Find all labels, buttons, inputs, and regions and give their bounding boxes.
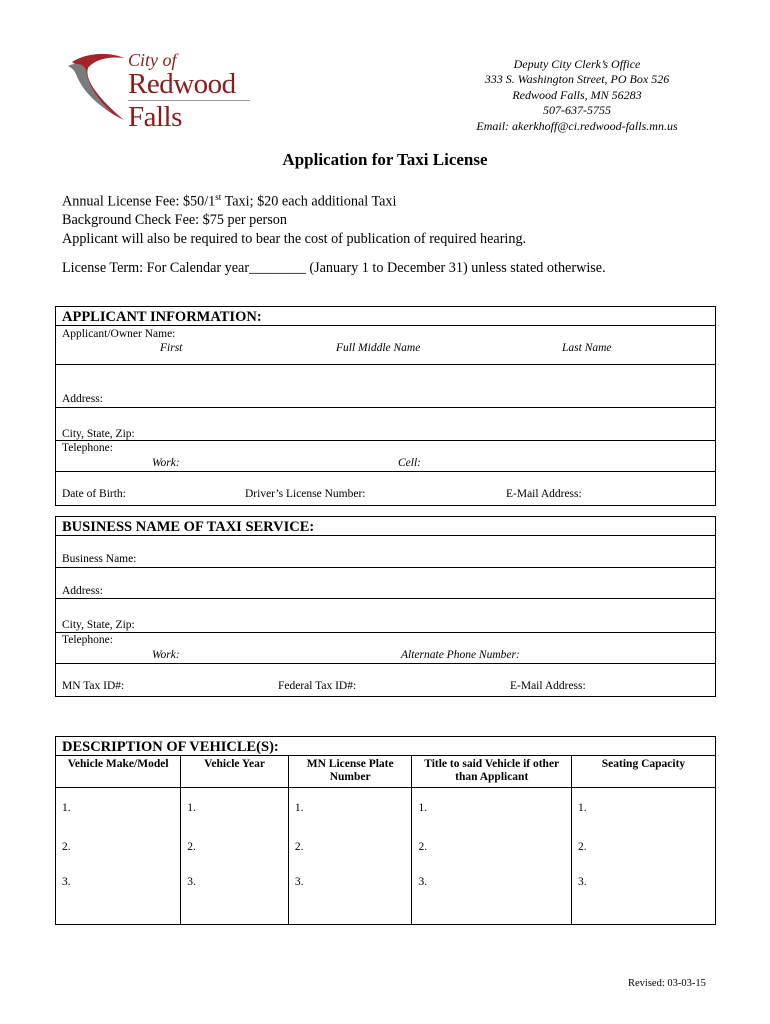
mn-tax-id-label: MN Tax ID#: [62,680,125,692]
business-email-label: E-Mail Address: [510,680,586,692]
table-cell[interactable]: 2. [412,827,571,866]
work-sublabel: Work: [152,457,180,469]
tax-id-row[interactable] [56,664,715,696]
background-fee-line: Background Check Fee: $75 per person [62,212,287,229]
table-cell[interactable]: 1. [288,788,412,828]
table-cell[interactable]: 3. [412,866,571,924]
table-cell[interactable]: 1. [412,788,571,828]
office-address [452,57,702,134]
federal-tax-id-label: Federal Tax ID#: [278,680,357,692]
logo-city-text: City of [128,50,177,70]
page-title: Application for Taxi License [282,150,488,169]
calendar-year-blank[interactable]: ________ [249,260,306,276]
annual-fee-text: Annual License Fee: $50/1 [62,193,216,210]
last-name-sublabel: Last Name [562,342,612,354]
business-telephone-label: Telephone: [62,634,113,646]
city-row[interactable] [56,408,715,441]
table-row [56,866,715,924]
business-section [55,516,716,697]
superscript: st [215,192,222,202]
column-header: MN License Plate Number [288,756,412,788]
office-email: Email: akerkhoff@ci.redwood-falls.mn.us [476,118,678,133]
table-cell[interactable]: 3. [56,866,181,924]
table-cell[interactable]: 2. [181,827,289,866]
table-row [56,788,715,828]
telephone-label: Telephone: [62,442,113,454]
business-city-label: City, State, Zip: [62,619,135,631]
cell-sublabel: Cell: [398,457,421,469]
owner-name-label: Applicant/Owner Name: [62,328,176,340]
table-cell[interactable]: 1. [56,788,181,828]
business-name-label: Business Name: [62,553,137,565]
logo-rule [128,100,250,101]
address-label: Address: [62,393,103,405]
business-city-row[interactable] [56,599,715,633]
office-line: Deputy City Clerk’s Office [513,57,641,71]
license-term [62,260,606,277]
office-line: Redwood Falls, MN 56283 [512,87,642,102]
table-cell[interactable]: 1. [571,788,715,828]
table-cell[interactable]: 2. [571,827,715,866]
table-header-row [56,756,715,788]
annual-fee-rest: Taxi; $20 each additional Taxi [221,193,397,210]
table-row [56,827,715,866]
term-label: License Term: For Calendar year [62,260,250,276]
business-address-row[interactable] [56,568,715,599]
logo-name-text: Redwood Falls [128,68,236,133]
section-heading: BUSINESS NAME OF TAXI SERVICE: [56,517,715,536]
vehicle-section [55,736,716,925]
city-logo [64,50,264,133]
column-header: Vehicle Make/Model [56,756,181,788]
alt-phone-sublabel: Alternate Phone Number: [401,649,520,661]
column-header: Title to said Vehicle if other than Applicant [412,756,571,788]
business-name-row[interactable] [56,536,715,568]
city-state-zip-label: City, State, Zip: [62,428,135,440]
dob-label: Date of Birth: [62,488,126,500]
drivers-license-label: Driver’s License Number: [245,488,366,500]
publication-line: Applicant will also be required to bear the cost of publication of required hearing. [62,230,527,247]
section-heading: APPLICANT INFORMATION: [56,307,715,326]
table-cell[interactable]: 2. [288,827,412,866]
first-name-sublabel: First [160,342,183,354]
vehicle-table [56,756,715,924]
dob-row[interactable] [56,472,715,505]
table-cell[interactable]: 3. [571,866,715,924]
revision-date: Revised: 03-03-15 [628,978,706,989]
section-heading: DESCRIPTION OF VEHICLE(S): [56,737,715,756]
middle-name-sublabel: Full Middle Name [336,342,421,354]
column-header: Vehicle Year [181,756,289,788]
logo-swoosh-icon [64,50,128,126]
table-cell[interactable]: 1. [181,788,289,828]
table-cell[interactable]: 2. [56,827,181,866]
business-address-label: Address: [62,585,103,597]
annual-fee-line [62,188,526,211]
fee-info [62,188,526,248]
office-line: 333 S. Washington Street, PO Box 526 [484,72,670,87]
column-header: Seating Capacity [571,756,715,788]
office-line: 507-637-5755 [543,103,611,118]
owner-name-row[interactable] [56,326,715,365]
term-note: (January 1 to December 31) unless stated otherwise. [305,260,606,276]
table-cell[interactable]: 3. [181,866,289,924]
table-cell[interactable]: 3. [288,866,412,924]
telephone-row[interactable] [56,441,715,472]
work-sublabel: Work: [152,649,180,661]
email-label: E-Mail Address: [506,488,582,500]
applicant-section [55,306,716,506]
business-telephone-row[interactable] [56,633,715,664]
address-row[interactable] [56,365,715,408]
